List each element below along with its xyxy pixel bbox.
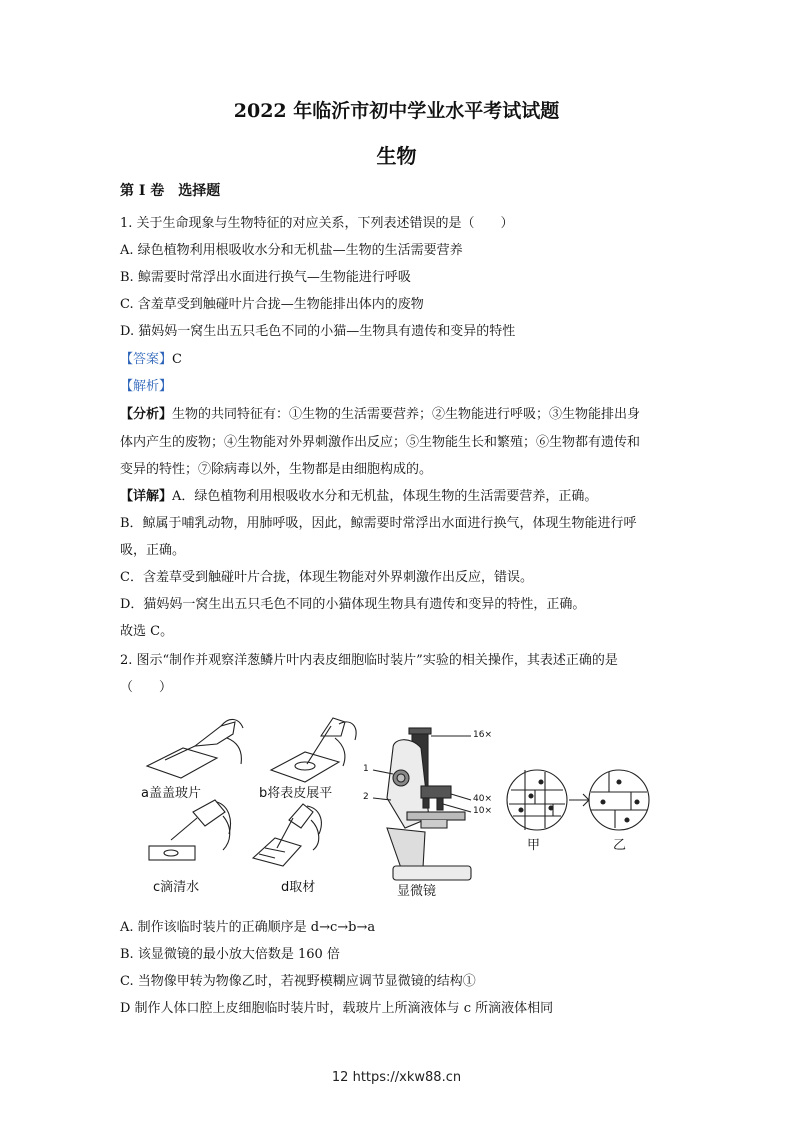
label-structure-2: 2 [363, 792, 369, 802]
caption-b: b将表皮展平 [259, 786, 333, 801]
label-objective-40x: 40× [473, 794, 492, 804]
question-2-option-a: A. 制作该临时装片的正确顺序是 d→c→b→a [120, 920, 376, 935]
caption-d: d取材 [281, 880, 316, 895]
xiangjie-line-6: 故选 C。 [120, 624, 174, 639]
question-2-option-c: C. 当物像甲转为物像乙时，若视野模糊应调节显微镜的结构① [120, 974, 476, 989]
xiangjie-line-3: 吸，正确。 [120, 543, 186, 558]
page-footer: 12 https://xkw88.cn [331, 1070, 462, 1085]
fenxi-line-1 [120, 403, 680, 422]
caption-c: c滴清水 [153, 880, 200, 895]
step-a-drawing [147, 719, 243, 778]
xiangjie-line-1 [120, 485, 680, 504]
question-2-option-d: D 制作人体口腔上皮细胞临时装片时，载玻片上所滴液体与 c 所滴液体相同 [120, 1001, 554, 1016]
caption-a: a盖盖玻片 [141, 786, 201, 801]
caption-microscope: 显微镜 [397, 884, 437, 899]
experiment-figure [125, 708, 675, 904]
question-2-stem-blank: （ ） [120, 680, 173, 695]
step-d-drawing [253, 804, 321, 866]
exam-title: 2022 年临沂市初中学业水平考试试题 [233, 100, 560, 122]
answer-line [120, 348, 680, 367]
fenxi-tag: 【分析】 [120, 407, 173, 422]
question-1-option-c: C. 含羞草受到触碰叶片合拢—生物能排出体内的废物 [120, 297, 424, 312]
fenxi-line-2: 体内产生的废物；④生物能对外界刺激作出反应；⑤生物能生长和繁殖；⑥生物都有遗传和 [120, 435, 641, 450]
fenxi-line-3: 变异的特性；⑦除病毒以外，生物都是由细胞构成的。 [120, 462, 433, 477]
question-1-stem: 1. 关于生命现象与生物特征的对应关系，下列表述错误的是（ ） [120, 216, 514, 231]
xiangjie-text: A．绿色植物利用根吸收水分和无机盐，体现生物的生活需要营养，正确。 [172, 489, 598, 504]
question-1-option-a: A. 绿色植物利用根吸收水分和无机盐—生物的生活需要营养 [120, 243, 463, 258]
question-1-option-d: D. 猫妈妈一窝生出五只毛色不同的小猫—生物具有遗传和变异的特性 [120, 324, 516, 339]
subject-title: 生物 [376, 144, 417, 168]
analysis-tag: 【解析】 [120, 379, 173, 394]
experiment-figure-drawing [125, 708, 675, 904]
label-eyepiece-16x: 16× [473, 730, 492, 740]
view-jia-drawing [507, 770, 567, 830]
section-heading: 第 I 卷 选择题 [120, 183, 221, 199]
caption-jia: 甲 [527, 838, 541, 853]
question-2-stem: 2. 图示“制作并观察洋葱鳞片叶内表皮细胞临时装片”实验的相关操作，其表述正确的是 [120, 653, 618, 668]
xiangjie-line-4: C．含羞草受到触碰叶片合拢，体现生物能对外界刺激作出反应，错误。 [120, 570, 533, 585]
label-objective-10x: 10× [473, 806, 492, 816]
xiangjie-line-2: B．鲸属于哺乳动物，用肺呼吸，因此，鲸需要时常浮出水面进行换气，体现生物能进行呼 [120, 516, 637, 531]
arrow-drawing [569, 794, 589, 806]
answer-value: C [172, 352, 182, 367]
label-structure-1: 1 [363, 764, 369, 774]
question-1-option-b: B. 鲸需要时常浮出水面进行换气—生物能进行呼吸 [120, 270, 411, 285]
xiangjie-tag: 【详解】 [120, 489, 173, 504]
microscope-drawing [373, 728, 471, 880]
step-b-drawing [271, 718, 356, 782]
fenxi-text: 生物的共同特征有：①生物的生活需要营养；②生物能进行呼吸；③生物能排出身 [172, 407, 641, 422]
question-2-option-b: B. 该显微镜的最小放大倍数是 160 倍 [120, 947, 340, 962]
xiangjie-line-5: D．猫妈妈一窝生出五只毛色不同的小猫体现生物具有遗传和变异的特性，正确。 [120, 597, 586, 612]
step-c-drawing [149, 800, 231, 860]
answer-tag: 【答案】 [120, 352, 173, 367]
view-yi-drawing [589, 770, 649, 830]
caption-yi: 乙 [613, 838, 627, 853]
